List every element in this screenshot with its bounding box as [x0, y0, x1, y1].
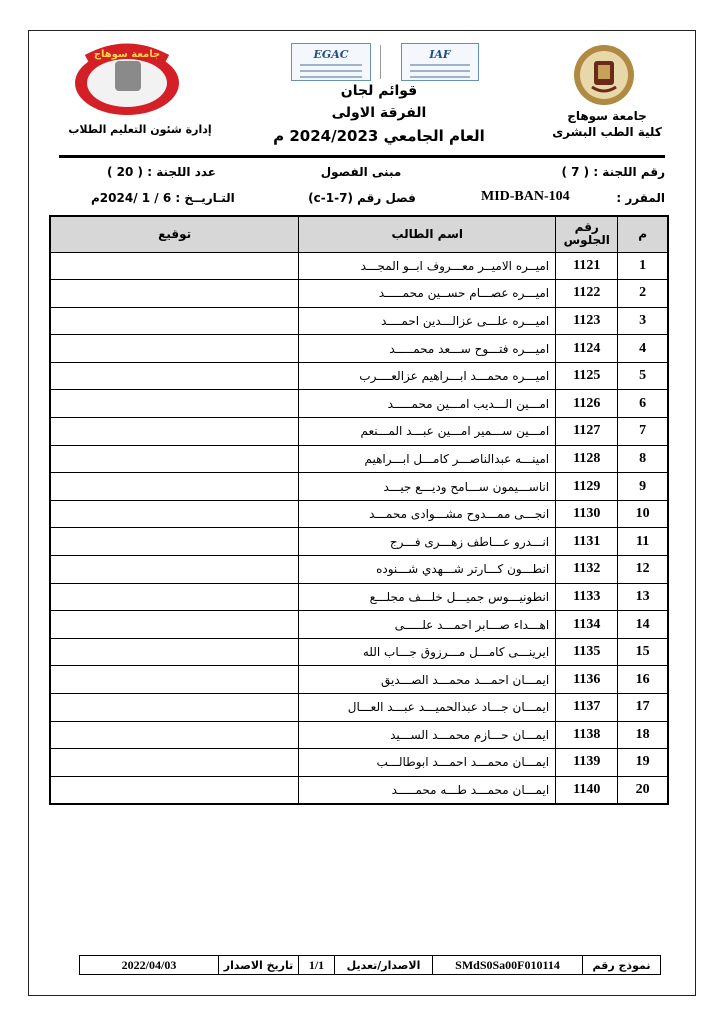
row-number: 8 — [618, 445, 668, 473]
seat-number: 1124 — [556, 335, 618, 363]
document-page — [28, 30, 696, 996]
iaf-certification-icon — [401, 43, 479, 81]
seat-number: 1132 — [556, 556, 618, 584]
header-number: م — [618, 216, 668, 252]
table-row — [50, 611, 668, 639]
document-title: قوائم لجان — [340, 83, 418, 99]
row-number: 7 — [618, 418, 668, 446]
signature-cell — [50, 445, 299, 473]
signature-cell — [50, 390, 299, 418]
student-name: اميـــره محمـــد ابـــراهيم عزالعــــرب — [299, 362, 556, 390]
row-number: 16 — [618, 666, 668, 694]
table-row — [50, 362, 668, 390]
table-row — [50, 638, 668, 666]
student-name: اميـــره فتـــوح ســـعد محمـــــد — [299, 335, 556, 363]
exam-date: التـاريــخ : 6 / 1 /2024م — [91, 191, 235, 205]
seat-number: 1138 — [556, 721, 618, 749]
table-row — [50, 666, 668, 694]
course-label: المقرر : — [616, 191, 665, 205]
row-number: 9 — [618, 473, 668, 501]
cert-2-line — [410, 64, 470, 66]
footer-issue-date: 2022/04/03 — [121, 957, 177, 972]
table-row — [50, 252, 668, 280]
table-row — [50, 473, 668, 501]
row-number: 11 — [618, 528, 668, 556]
seat-number: 1140 — [556, 776, 618, 804]
committee-number: رقم اللجنة : ( 7 ) — [561, 165, 665, 179]
building-name: مبنى الفصول — [320, 165, 402, 179]
divider — [380, 45, 381, 79]
row-number: 15 — [618, 638, 668, 666]
signature-cell — [50, 556, 299, 584]
form-footer — [79, 955, 661, 975]
student-name: امـــين الـــديب امـــين محمـــــد — [299, 390, 556, 418]
header-divider — [59, 155, 665, 158]
students-table — [49, 215, 669, 805]
student-name: اهـــداء صـــابر احمـــد علـــــى — [299, 611, 556, 639]
row-number: 12 — [618, 556, 668, 584]
seat-number: 1126 — [556, 390, 618, 418]
cert-1-line — [300, 76, 362, 78]
row-number: 17 — [618, 694, 668, 722]
classroom-number: فصل رقم (7-1-c) — [308, 191, 416, 205]
university-name: جامعة سوهاج — [567, 109, 647, 123]
seat-number: 1128 — [556, 445, 618, 473]
signature-cell — [50, 776, 299, 804]
table-row — [50, 418, 668, 446]
table-row — [50, 583, 668, 611]
signature-cell — [50, 528, 299, 556]
university-crest-icon — [572, 43, 636, 107]
footer-form-label: نموذج رقم — [582, 956, 660, 974]
signature-cell — [50, 252, 299, 280]
signature-cell — [50, 666, 299, 694]
signature-cell — [50, 638, 299, 666]
row-number: 19 — [618, 749, 668, 777]
seat-number: 1125 — [556, 362, 618, 390]
table-row — [50, 307, 668, 335]
table-row — [50, 445, 668, 473]
seat-number: 1139 — [556, 749, 618, 777]
seat-number: 1130 — [556, 500, 618, 528]
seat-number: 1123 — [556, 307, 618, 335]
committee-count: عدد اللجنة : ( 20 ) — [107, 165, 216, 179]
signature-cell — [50, 473, 299, 501]
footer-edition-value: 1/1 — [298, 956, 334, 974]
row-number: 4 — [618, 335, 668, 363]
student-name: ايمـــان حـــازم محمـــد الســـيد — [299, 721, 556, 749]
table-header-row — [50, 216, 668, 252]
header-signature: توقيع — [50, 216, 299, 252]
table-row — [50, 749, 668, 777]
department-name: إدارة شئون التعليم الطلاب — [68, 123, 212, 136]
signature-cell — [50, 280, 299, 308]
row-number: 6 — [618, 390, 668, 418]
seat-number: 1127 — [556, 418, 618, 446]
student-affairs-logo-icon — [67, 39, 185, 119]
row-number: 13 — [618, 583, 668, 611]
student-name: ايمـــان احمـــد محمـــد الصـــديق — [299, 666, 556, 694]
footer-edition-label: الاصدار/تعديل — [334, 956, 432, 974]
student-name: ايمـــان جـــاد عبدالحميـــد عبـــد العـــال — [299, 694, 556, 722]
faculty-name: كلية الطب البشرى — [552, 125, 662, 139]
student-name: اميــره الاميــر معـــروف ابــو المجـــد — [299, 252, 556, 280]
student-name: اميـــره عصـــام حســين محمـــــد — [299, 280, 556, 308]
signature-cell — [50, 500, 299, 528]
student-name: امينـــه عبدالناصـــر كامـــل ابـــراهيم — [299, 445, 556, 473]
signature-cell — [50, 335, 299, 363]
seat-number: 1135 — [556, 638, 618, 666]
row-number: 3 — [618, 307, 668, 335]
seat-number: 1136 — [556, 666, 618, 694]
row-number: 2 — [618, 280, 668, 308]
seat-number: 1122 — [556, 280, 618, 308]
student-name: امـــين ســـمير امـــين عبـــد المـــنعم — [299, 418, 556, 446]
row-number: 10 — [618, 500, 668, 528]
table-row — [50, 528, 668, 556]
row-number: 5 — [618, 362, 668, 390]
header-seat-number: رقم الجلوس — [556, 216, 618, 252]
cert-1-line — [300, 70, 362, 72]
signature-cell — [50, 307, 299, 335]
signature-cell — [50, 583, 299, 611]
student-name: اميـــره علـــى عزالـــدين احمــــد — [299, 307, 556, 335]
student-name: ايرينـــى كامـــل مـــرزوق جـــاب الله — [299, 638, 556, 666]
signature-cell — [50, 611, 299, 639]
cert-2-label: IAF — [429, 48, 451, 61]
table-row — [50, 556, 668, 584]
egac-certification-icon — [291, 43, 371, 81]
seat-number: 1134 — [556, 611, 618, 639]
seat-number: 1131 — [556, 528, 618, 556]
row-number: 1 — [618, 252, 668, 280]
row-number: 18 — [618, 721, 668, 749]
seat-number: 1121 — [556, 252, 618, 280]
academic-year: العام الجامعي 2024/2023 م — [273, 127, 485, 145]
table-row — [50, 500, 668, 528]
table-row — [50, 694, 668, 722]
student-name: انطونيـــوس جميـــل خلـــف مجلـــع — [299, 583, 556, 611]
footer-issue-label: تاريخ الاصدار — [218, 956, 298, 974]
signature-cell — [50, 749, 299, 777]
cert-2-line — [410, 70, 470, 72]
student-name: انجـــى ممـــدوح مشـــوادى محمـــد — [299, 500, 556, 528]
footer-form-code: SMdS0Sa00F010114 — [432, 956, 582, 974]
left-logo-text: جامعة سوهاج — [93, 49, 161, 60]
student-name: اناســـيمون ســـامح وديـــع جيـــد — [299, 473, 556, 501]
row-number: 14 — [618, 611, 668, 639]
student-name: انـــدرو عـــاطف زهـــرى فـــرج — [299, 528, 556, 556]
student-name: ايمـــان محمـــد طـــه محمـــــد — [299, 776, 556, 804]
signature-cell — [50, 721, 299, 749]
cert-1-label: EGAC — [313, 48, 349, 61]
table-row — [50, 280, 668, 308]
student-name: انطـــون كـــارتر شـــهدي شـــنوده — [299, 556, 556, 584]
seat-number: 1133 — [556, 583, 618, 611]
course-code: MID-BAN-104 — [481, 189, 570, 204]
seat-number: 1137 — [556, 694, 618, 722]
table-row — [50, 721, 668, 749]
signature-cell — [50, 418, 299, 446]
row-number: 20 — [618, 776, 668, 804]
table-row — [50, 776, 668, 804]
table-row — [50, 335, 668, 363]
year-level: الفرقة الاولى — [331, 105, 427, 121]
student-name: ايمـــان محمـــد احمـــد ابوطالـــب — [299, 749, 556, 777]
cert-1-line — [300, 64, 362, 66]
signature-cell — [50, 694, 299, 722]
table-row — [50, 390, 668, 418]
signature-cell — [50, 362, 299, 390]
cert-2-line — [410, 76, 470, 78]
seat-number: 1129 — [556, 473, 618, 501]
header-student-name: اسم الطالب — [299, 216, 556, 252]
